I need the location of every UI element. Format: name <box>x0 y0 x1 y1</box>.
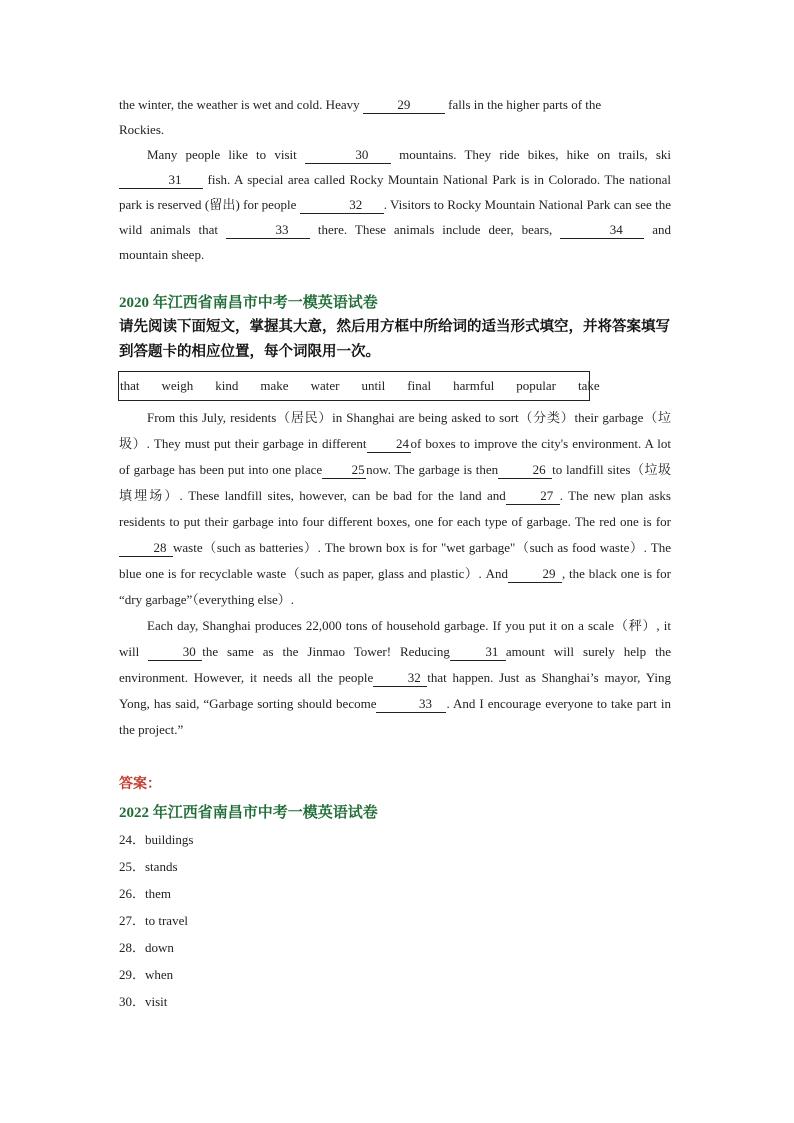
text: , the black one is for “dry garbage”（everything else）. <box>119 566 671 607</box>
text: Each day, Shanghai produces 22,000 tons of household garbage. If you put it on a scale（秤）, it will <box>119 618 671 659</box>
section-title: 2020 年江西省南昌市中考一模英语试卷 <box>119 295 378 311</box>
text: to landfill sites（垃圾填埋场）. These landfill sites, however, can be bad for the land and <box>119 462 671 503</box>
instruction-text: 请先阅读下面短文，掌握其大意，然后用方框中所给词的适当形式填空，并将答案填写到答题卡的相应位置，每个词限用一次。 <box>119 319 670 360</box>
answer-item: 28．down <box>119 940 174 955</box>
document-page <box>119 94 671 1015</box>
blank-31: 31 <box>119 172 203 189</box>
word-bank-item: until <box>361 378 386 393</box>
text: From this July, residents（居民）in Shanghai are being asked to sort（分类）their garbage（垃圾）. They must put their garbage in different <box>119 410 671 451</box>
word-bank-item: final <box>407 378 432 393</box>
text: waste（such as batteries）. The brown box is for "wet garbage"（such as food waste）. The blue one is for recyclable waste（such as paper, glass and plastic）. And <box>119 540 671 581</box>
answer-section-title: 2022 年江西省南昌市中考一模英语试卷 <box>119 805 378 821</box>
text: . The new plan asks residents to put their garbage into four different boxes, one for each type of garbage. The red one is for <box>119 488 671 529</box>
answer-item: 24．buildings <box>119 832 194 847</box>
answer-item: 25．stands <box>119 859 178 874</box>
answer-item: 30．visit <box>119 994 168 1009</box>
answer-list <box>119 826 671 1015</box>
text: now. The garbage is then <box>366 462 499 477</box>
text: Many people like to visit <box>147 147 305 162</box>
word-bank-item: that <box>120 378 140 393</box>
blank-34: 34 <box>560 222 644 239</box>
answer-item: 27．to travel <box>119 913 188 928</box>
word-bank-item: make <box>260 378 289 393</box>
text: and mountain sheep. <box>119 222 671 262</box>
text: fish. A special area called Rocky Mountain National Park is in Colorado. The national park is reserved (留出) for people <box>119 172 671 212</box>
passage1-line2: Rockies. <box>119 122 165 137</box>
blank-32b: 32 <box>373 670 427 687</box>
blank-24: 24 <box>367 436 411 453</box>
blank-28: 28 <box>119 540 173 557</box>
text: amount will surely help the environment. However, it needs all the people <box>119 644 671 685</box>
passage1-line1 <box>119 92 671 117</box>
text: there. These animals include deer, bears, <box>309 222 553 237</box>
word-bank-item: take <box>577 378 600 393</box>
answer-label: 答案： <box>119 776 161 792</box>
text: the winter, the weather is wet and cold. Heavy <box>119 97 363 112</box>
text: . Visitors to Rocky Mountain National Park can see the wild animals that <box>119 197 671 237</box>
text: the same as the Jinmao Tower! Reducing <box>202 644 450 659</box>
answer-item: 29．when <box>119 967 174 982</box>
blank-31b: 31 <box>450 644 506 661</box>
blank-25: 25 <box>322 462 366 479</box>
section2-paragraph2 <box>119 613 671 743</box>
text: mountains. They ride bikes, hike on trails, ski <box>390 147 672 162</box>
word-bank <box>118 371 600 401</box>
text: of boxes to improve the city's environment. A lot of garbage has been put into one place <box>119 436 671 477</box>
blank-29: 29 <box>363 97 445 114</box>
blank-32: 32 <box>300 197 384 214</box>
word-bank-item: harmful <box>453 378 495 393</box>
blank-30: 30 <box>305 147 391 164</box>
text: that happen. Just as Shanghai’s mayor, Ying Yong, has said, “Garbage sorting should become <box>119 670 671 711</box>
blank-26: 26 <box>498 462 552 479</box>
blank-33b: 33 <box>376 696 446 713</box>
blank-33: 33 <box>226 222 310 239</box>
word-bank-item: weigh <box>161 378 194 393</box>
word-bank-item: popular <box>516 378 556 393</box>
blank-29b: 29 <box>508 566 562 583</box>
word-bank-item: kind <box>215 378 239 393</box>
text: falls in the higher parts of the <box>444 97 602 112</box>
section2-paragraph1 <box>119 405 671 613</box>
blank-30b: 30 <box>148 644 202 661</box>
word-bank-item: water <box>310 378 340 393</box>
blank-27: 27 <box>506 488 560 505</box>
text: . And I encourage everyone to take part in the project.” <box>119 696 671 737</box>
passage1-paragraph2 <box>119 142 671 267</box>
answer-item: 26．them <box>119 886 171 901</box>
